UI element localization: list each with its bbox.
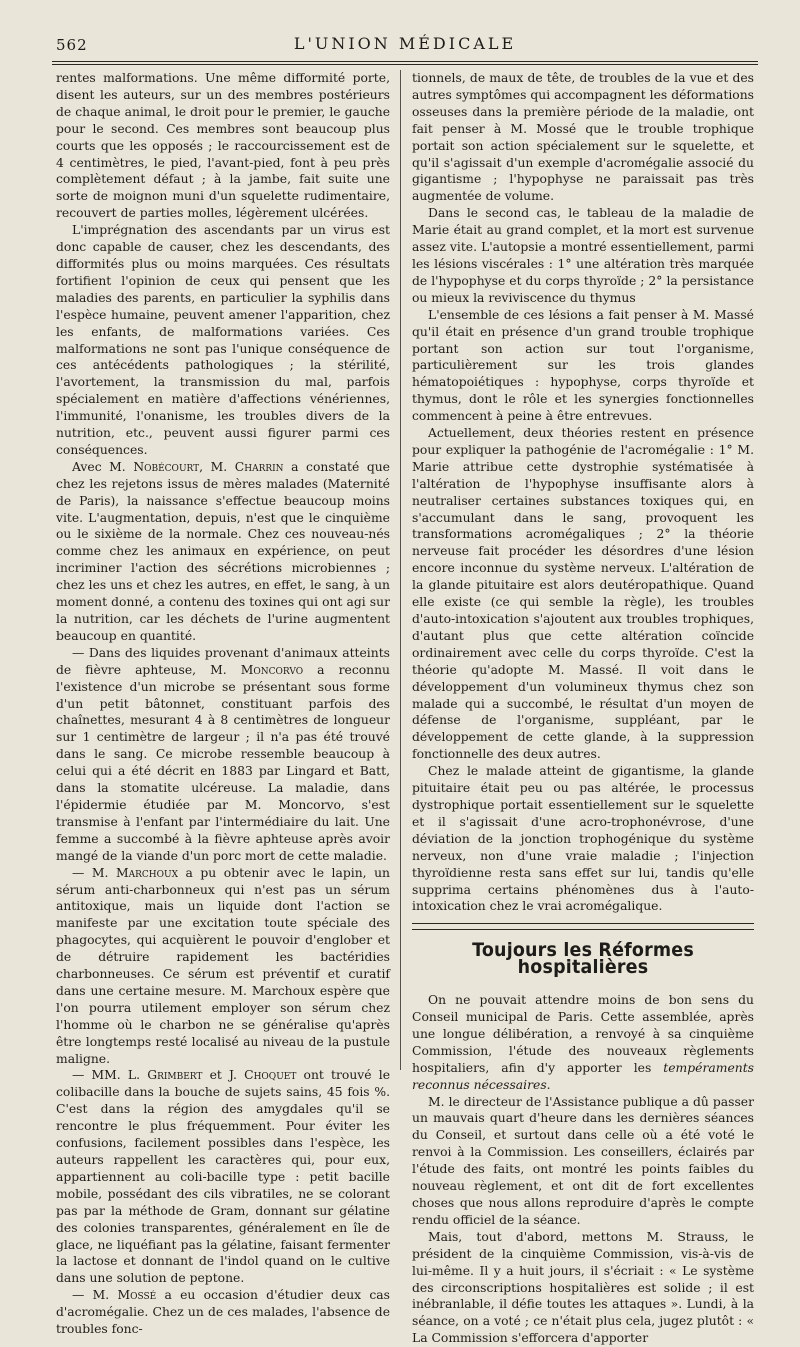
text-run: a pu obtenir avec le lapin, un sérum anti-charbonneux qui n'est pas un sérum antitoxique, mais un liquide dont l'action se manifeste par une excitation toute spéciale des phagocytes, qui acquièrent le pouvoir d'englober et de détruire rapidement les bactéridies charbonneuses. Ce sérum est préventif et curatif dans une certaine mesure. M. Marchoux espère que l'on pourra utilement employer son sérum chez l'homme où le charbon ne se généralise qu'après être longtemps resté localisé au niveau de la pustule maligne. (56, 865, 390, 1066)
text-run: ont trouvé le colibacille dans la bouche de sujets sains, 45 fois %. C'est dans la région des amygdales qu'il se rencontre le plus fréquemment. Pour éviter les confusions, facilement possibles dans l'espèce, les auteurs rappellent les caractères qui, pour eux, appartiennent au coli-bacille type : petit bacille mobile, possédant des cils vibratiles, ne se colorant pas par la méthode de Gram, donnant sur gélatine des colonies transparentes, généralement en île de glace, ne liquéfiant pas la gélatine, faisant fermenter la lactose et donnant de l'indol quand on le cultive dans une solution de peptone. (56, 1068, 391, 1286)
section-separator (412, 923, 754, 930)
header-rule (52, 61, 758, 62)
page-number: 562 (56, 36, 88, 54)
text-run: , M. (199, 459, 235, 474)
text-run: — M. (72, 865, 116, 880)
paragraph (56, 645, 390, 865)
column-divider (400, 70, 401, 1070)
text-run: a eu occasion d'étudier deux cas d'acromégalie. Chez un de ces malades, l'absence de troubles fonc- (56, 1288, 390, 1337)
text-run: et J. (202, 1068, 245, 1083)
paragraph: rentes malformations. Une même difformité porte, disent les auteurs, sur un des membres postérieurs de chaque animal, le droit pour le premier, le gauche pour le second. Ces membres sont beaucoup plus courts que les opposés ; le raccourcissement est de 4 centimètres, le pied, l'avant-pied, font à peu près complètement défaut ; à la jambe, fait suite une sorte de moignon muni d'un squelette rudimentaire, recouvert de parties molles, légèrement ulcérées. (56, 71, 390, 221)
paragraph (56, 459, 390, 645)
text-run: a constaté que chez les rejetons issus de mères malades (Maternité de Paris), la naissance s'effectue beaucoup moins vite. L'augmentation, depuis, n'est que le cinquième ou le sixième de la normale. Chez ces nouveau-nés comme chez les animaux en expérience, on peut incriminer l'action des sécrétions microbiennes ; chez les uns et chez les autres, en effet, le sang, à un moment donné, a contenu des toxines qui ont agi sur la nutrition, car les déchets de l'urine augmentent beaucoup en quantité. (56, 459, 390, 643)
page-header (52, 32, 758, 58)
author-name: Mossé (117, 1288, 157, 1303)
header-rule-secondary (52, 64, 758, 65)
italic-phrase: tempéraments reconnus nécessaires (412, 1060, 754, 1092)
text-run: On ne pouvait attendre moins de bon sens du Conseil municipal de Paris. Cette assemblée, après une longue délibération, a renvoyé à sa cinquième Commission, l'étude des nouveaux règlements hospitaliers, afin d'y apporter les (412, 993, 754, 1075)
paragraph (56, 865, 390, 1068)
paragraph (56, 1287, 390, 1338)
paragraph: tionnels, de maux de tête, de troubles de la vue et des autres symptômes qui accompagnent les déformations osseuses dans la première période de la maladie, ont fait penser à M. Mossé que le trouble trophique portait son action spécialement sur le squelette, et qu'il s'agissait d'un exemple d'acromégalie associé du gigantisme ; l'hypophyse ne paraissait pas très augmentée de volume. (412, 71, 754, 204)
author-name: Marchoux (115, 865, 178, 880)
paragraph (412, 992, 754, 1093)
paragraph: Chez le malade atteint de gigantisme, la glande pituitaire était peu ou pas altérée, le processus dystrophique portait essentiellement sur le squelette et il s'agissait d'une acro-trophonévrose, d'une déviation de la jonction trophogénique du système nerveux, non d'une vraie maladie ; l'injection thyroïdienne resta sans effet sur lui, tandis qu'elle supprima certains phénomènes dus à l'auto-intoxication chez le vrai acromégalique. (412, 764, 754, 914)
running-head: L'UNION MÉDICALE (293, 34, 517, 53)
text-run: a reconnu l'existence d'un microbe se présentant sous forme d'un petit bâtonnet, constituant parfois des chaînettes, mesurant 4 à 8 centimètres de longueur sur 1 centimètre de largeur ; il n'a pas été trouvé dans le sang. Ce microbe ressemble beaucoup à celui qui a été décrit en 1883 par Lingard et Batt, dans la stomatite ulcéreuse. La maladie, dans l'épidermie étudiée par M. Moncorvo, s'est transmise à l'enfant par l'intermédiaire du lait. Une femme a succombé à la fièvre aphteuse après avoir mangé de la viande d'un porc mort de cette maladie. (56, 662, 391, 863)
paragraph: L'imprégnation des ascendants par un virus est donc capable de causer, chez les descendants, des difformités plus ou moins marquées. Ces résultats fortifient l'opinion de ceux qui pensent que les maladies des parents, en particulier la syphilis dans l'espèce humaine, peuvent amener l'apparition, chez les enfants, de malformations variées. Ces malformations ne sont pas l'unique conséquence de ces antécédents pathologiques ; la stérilité, l'avortement, la transmission du mal, parfois spécialement en matière d'affections vénériennes, l'immunité, l'onanisme, les troubles divers de la nutrition, etc., peuvent aussi figurer parmi ces conséquences. (56, 223, 390, 457)
paragraph: Mais, tout d'abord, mettons M. Strauss, le président de la cinquième Commission, vis-à-vis de lui-même. Il y a huit jours, il s'écriait : « Le système des circonscriptions hospitalières est solide ; il est inébranlable, il défie toutes les attaques ». Lundi, à la séance, on a voté ; ce n'était plus cela, jugez plutôt : « La Commission s'efforcera d'apporter (412, 1229, 754, 1346)
article-title: Toujours les Réformes hospitalières (472, 939, 694, 979)
author-name: Choquet (244, 1068, 297, 1083)
text-run: . (546, 1077, 551, 1092)
left-column (56, 70, 390, 1338)
paragraph: Dans le second cas, le tableau de la maladie de Marie était au grand complet, et la mort est survenue assez vite. L'autopsie a montré essentiellement, parmi les lésions viscérales : 1° une altération très marquée de l'hypophyse et du corps thyroïde ; 2° la persistance ou mieux la reviviscence du thymus (412, 206, 754, 305)
right-column (412, 70, 754, 1347)
text-run: Avec M. (72, 459, 134, 474)
author-name: Moncorvo (240, 662, 304, 677)
author-name: Grimbert (147, 1068, 203, 1083)
text-run: — Dans des liquides provenant d'animaux atteints de fièvre aphteuse, M. (56, 645, 390, 677)
author-name: Charrin (234, 459, 284, 474)
paragraph: L'ensemble de ces lésions a fait penser à M. Massé qu'il était en présence d'un grand trouble trophique portant son action sur tout l'organisme, particulièrement sur les trois glandes hématopoiétiques : hypophyse, corps thyroïde et thymus, dont le rôle et les synergies fonctionnelles commencent à peine à être entrevues. (412, 307, 754, 424)
paragraph: M. le directeur de l'Assistance publique a dû passer un mauvais quart d'heure dans les dernières séances du Conseil, et surtout dans celle où a été voté le renvoi à la Commission. Les conseillers, éclairés par l'étude des faits, ont montré les points faibles du nouveau règlement, et ont dit de fort excellentes choses que nous allons reproduire d'après le compte rendu officiel de la séance. (412, 1094, 754, 1227)
text-run: — MM. L. (72, 1068, 148, 1083)
paragraph (56, 1067, 390, 1287)
author-name: Nobécourt (133, 459, 200, 474)
text-run: — M. (72, 1288, 118, 1303)
paragraph: Actuellement, deux théories restent en présence pour expliquer la pathogénie de l'acromégalie : 1° M. Marie attribue cette dystrophie systématisée à l'altération de l'hypophyse insuffisante alors à neutraliser certaines substances toxiques qui, en s'accumulant dans le sang, provoquent les transformations acromégaliques ; 2° la théorie nerveuse fait procéder les désordres d'une lésion encore inconnue du système nerveux. L'altération de la glande pituitaire est alors deutéropathique. Quand elle existe (ce qui semble la règle), les troubles d'auto-intoxication s'ajoutent aux troubles trophiques, d'autant plus que cette altération coïncide ordinairement avec celle du corps thyroïde. C'est la théorie qu'adopte M. Massé. Il voit dans le développement d'un volumineux thymus chez son malade qui a succombé, le résultat d'un moyen de défense de l'organisme, suppléant, par le développement de cette glande, à la suppression fonctionnelle des deux autres. (412, 426, 754, 762)
